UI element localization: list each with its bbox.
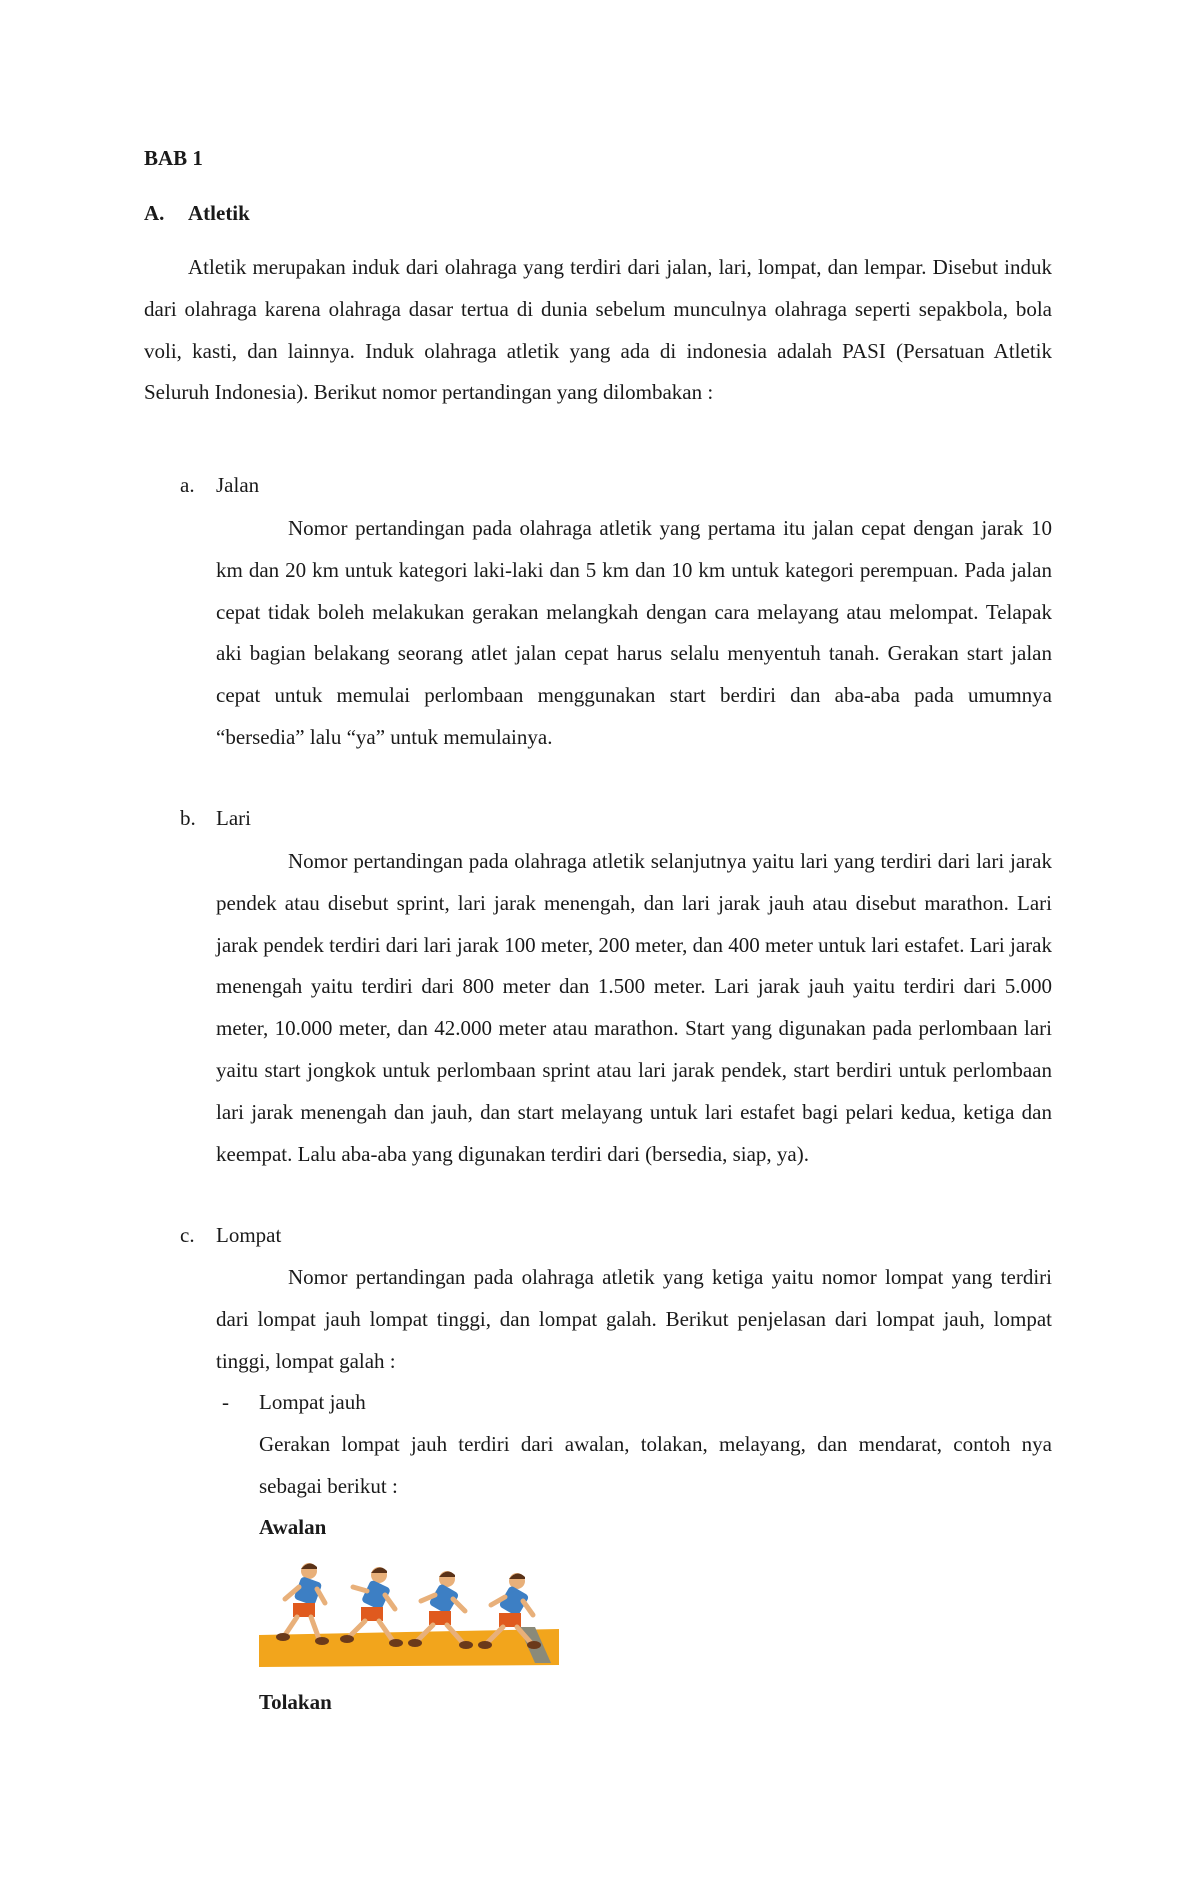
intro-paragraph: Atletik merupakan induk dari olahraga yang terdiri dari jalan, lari, lompat, dan lempar. Disebut induk dari olahraga karena olahraga dasar tertua di dunia sebelum munculnya olahraga seperti sepakbola, bola voli, kasti, dan lainnya. Induk olahraga atletik yang ada di indonesia adalah PASI (Persatuan Atletik Seluruh Indonesia). Berikut nomor pertandingan yang dilombakan :	[144, 255, 1052, 405]
sub-marker: -	[222, 1390, 229, 1414]
item-b-marker: b.	[180, 806, 196, 830]
item-b-title: Lari	[216, 806, 251, 830]
item-c-marker: c.	[180, 1223, 195, 1247]
sub-title: Lompat jauh	[259, 1390, 366, 1414]
track-surface	[259, 1629, 559, 1667]
chapter-heading: BAB 1	[144, 146, 203, 170]
running-sequence-image	[259, 1557, 559, 1670]
awalan-illustration	[259, 1557, 559, 1670]
figure-label-awalan: Awalan	[259, 1515, 327, 1539]
section-title: Atletik	[188, 201, 250, 225]
item-c-paragraph: Nomor pertandingan pada olahraga atletik yang ketiga yaitu nomor lompat yang terdiri dari lompat jauh lompat tinggi, dan lompat galah. Berikut penjelasan dari lompat jauh, lompat tinggi, lompat galah :	[216, 1265, 1052, 1373]
sub-paragraph: Gerakan lompat jauh terdiri dari awalan, tolakan, melayang, dan mendarat, contoh nya sebagai berikut :	[259, 1432, 1052, 1498]
item-a-marker: a.	[180, 473, 195, 497]
item-a-paragraph: Nomor pertandingan pada olahraga atletik yang pertama itu jalan cepat dengan jarak 10 km dan 20 km untuk kategori laki-laki dan 5 km dan 10 km untuk kategori perempuan. Pada jalan cepat tidak boleh melakukan gerakan melangkah dengan cara melayang atau melompat. Telapak aki bagian belakang seorang atlet jalan cepat harus selalu menyentuh tanah. Gerakan start jalan cepat untuk memulai perlombaan menggunakan start berdiri dan aba-aba pada umumnya “bersedia” lalu “ya” untuk memulainya.	[216, 516, 1052, 749]
item-c-title: Lompat	[216, 1223, 282, 1247]
figure-label-tolakan: Tolakan	[259, 1690, 332, 1714]
section-marker: A.	[144, 201, 165, 225]
item-b-paragraph: Nomor pertandingan pada olahraga atletik selanjutnya yaitu lari yang terdiri dari lari jarak pendek atau disebut sprint, lari jarak menengah, dan lari jarak jauh atau disebut marathon. Lari jarak pendek terdiri dari lari jarak 100 meter, 200 meter, dan 400 meter untuk lari estafet. Lari jarak menengah yaitu terdiri dari 800 meter dan 1.500 meter. Lari jarak jauh yaitu terdiri dari 5.000 meter, 10.000 meter, dan 42.000 meter atau marathon. Start yang digunakan pada perlombaan lari yaitu start jongkok untuk perlombaan sprint atau lari jarak pendek, start berdiri untuk perlombaan lari jarak menengah dan jauh, dan start melayang untuk lari estafet bagi pelari kedua, ketiga dan keempat. Lalu aba-aba yang digunakan terdiri dari (bersedia, siap, ya).	[216, 849, 1052, 1166]
item-a-title: Jalan	[216, 473, 260, 497]
